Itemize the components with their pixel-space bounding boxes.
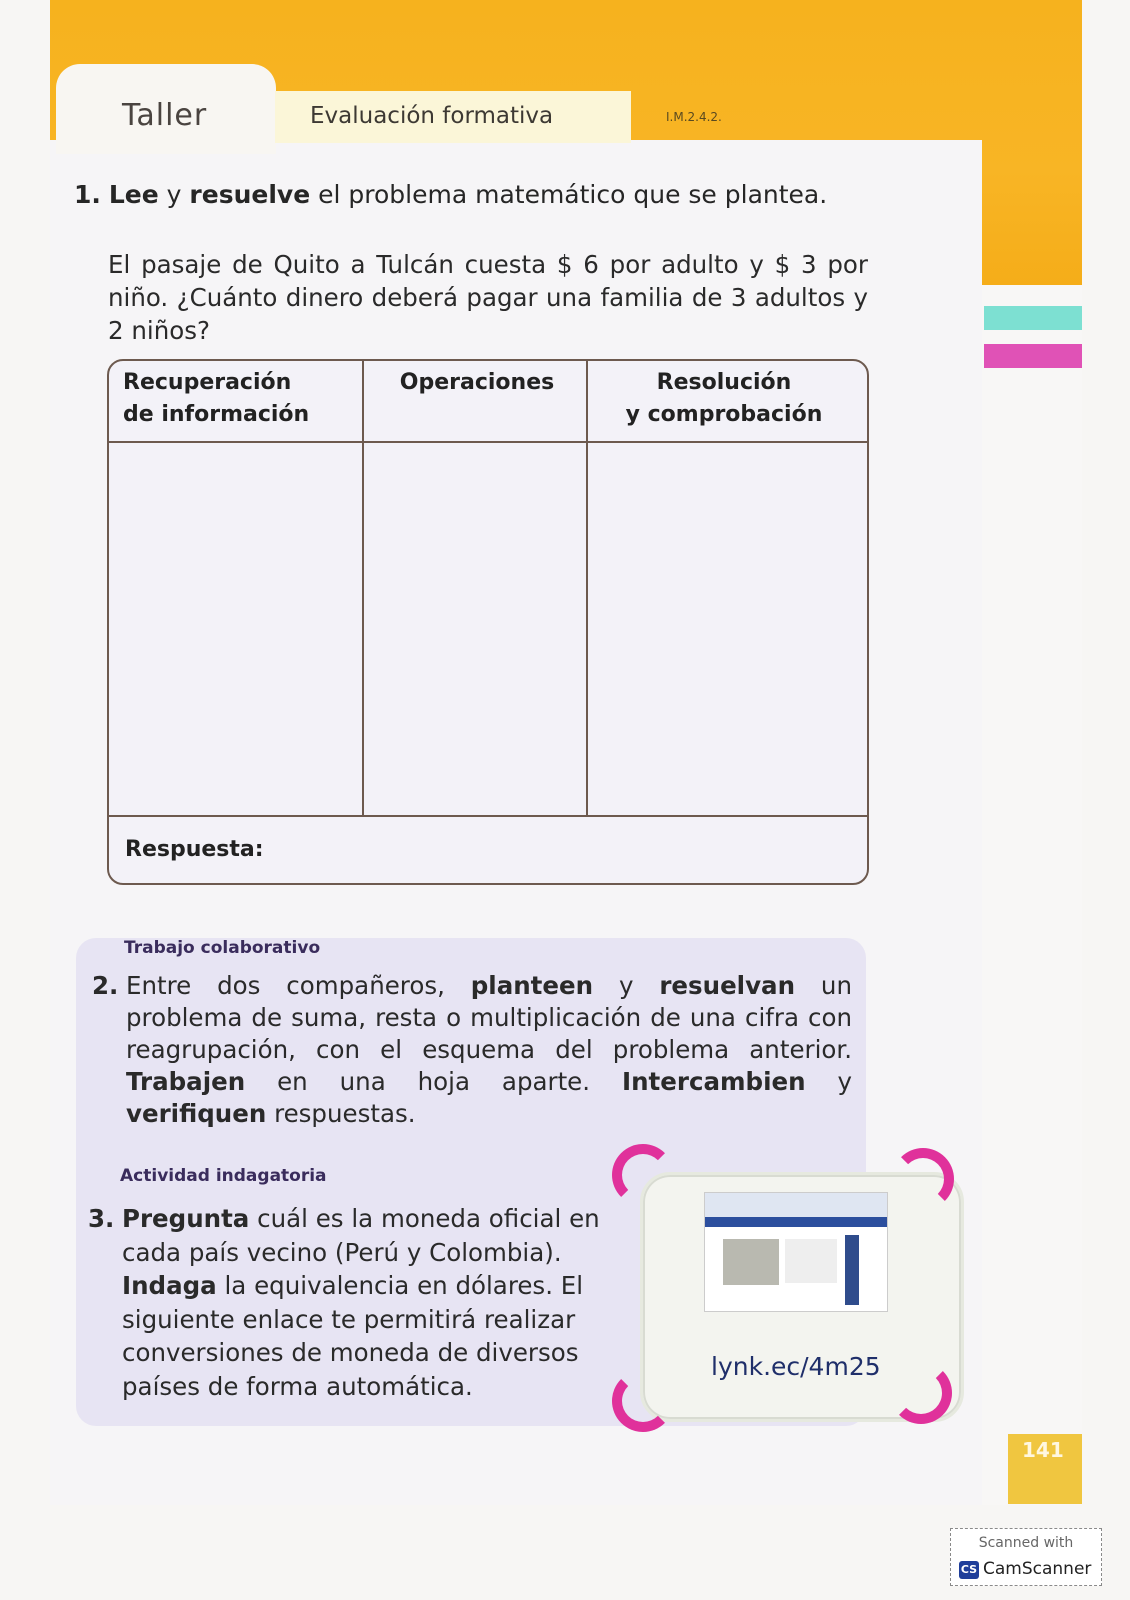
- q3-part-1: cuál es la moneda oficial en cada país vecino (Perú y Colombia).: [122, 1204, 600, 1267]
- q2-part-2: y: [618, 971, 634, 1000]
- table-answer-divider: [109, 815, 867, 817]
- page-number: 141: [1022, 1438, 1064, 1462]
- content-sheet-margin: [982, 285, 1082, 1505]
- screen-image-block: [723, 1239, 779, 1285]
- tab-evaluacion-label: Evaluación formativa: [310, 103, 554, 129]
- table-header-divider: [109, 441, 867, 443]
- q2-part-3: un problema de suma, resta o multiplicación de una cifra con reagrupación, con el esquema del problema anterior.: [126, 971, 852, 1064]
- question-1-connector: y: [166, 180, 182, 209]
- header-recuperacion-line1: Recuperación: [123, 370, 292, 395]
- tablet-corner-top-left: [612, 1144, 674, 1206]
- watermark-line2: CamScanner: [983, 1559, 1092, 1579]
- screen-header: [705, 1193, 887, 1217]
- header-operaciones-label: Operaciones: [399, 370, 555, 395]
- tablet-corner-top-right: [892, 1148, 954, 1210]
- page-number-box: [1008, 1434, 1082, 1504]
- q3-part-3: El siguiente enlace te permitirá realizar conversiones de moneda de diversos países de forma automática.: [122, 1271, 584, 1401]
- question-3-number: 3.: [88, 1204, 115, 1233]
- question-1-rest: el problema matemático que se plantea.: [318, 180, 828, 209]
- label-actividad-indagatoria: Actividad indagatoria: [120, 1166, 327, 1186]
- q2-bold-trabajen: Trabajen: [126, 1067, 246, 1096]
- question-1-verb-resuelve: resuelve: [189, 180, 311, 209]
- answer-label: Respuesta:: [125, 837, 264, 862]
- table-column-divider-1: [362, 361, 364, 817]
- screen-sidebar: [845, 1235, 859, 1305]
- scanner-watermark: [950, 1528, 1102, 1586]
- curriculum-code: I.M.2.4.2.: [666, 110, 722, 124]
- q2-part-5: y: [837, 1067, 852, 1096]
- accent-strip-pink: [984, 344, 1082, 368]
- q3-part-2: la equivalencia en dólares.: [224, 1271, 553, 1300]
- screen-navbar: [705, 1217, 887, 1227]
- q2-part-4: en una hoja aparte.: [277, 1067, 591, 1096]
- camscanner-logo-icon: CS: [959, 1561, 979, 1579]
- q3-bold-pregunta: Pregunta: [122, 1204, 250, 1233]
- resource-link[interactable]: lynk.ec/4m25: [711, 1352, 881, 1381]
- tablet-corner-bottom-right: [890, 1362, 952, 1424]
- q2-part-1: Entre dos compañeros,: [126, 971, 445, 1000]
- accent-strip-cyan: [984, 306, 1082, 330]
- q2-part-6: respuestas.: [274, 1099, 416, 1128]
- tab-taller: [56, 64, 276, 154]
- tablet-corner-bottom-left: [612, 1370, 674, 1432]
- tablet-screen: [704, 1192, 888, 1312]
- solution-table: [107, 359, 869, 885]
- screen-text-block: [785, 1239, 837, 1283]
- tab-evaluacion: [275, 91, 631, 143]
- q2-bold-intercambien: Intercambien: [621, 1067, 806, 1096]
- q3-bold-indaga: Indaga: [122, 1271, 217, 1300]
- question-2: [92, 970, 852, 1130]
- header-operaciones: [365, 361, 589, 443]
- watermark-line1: Scanned with: [978, 1535, 1074, 1551]
- header-recuperacion: [123, 361, 363, 443]
- question-3-text: [122, 1202, 608, 1403]
- label-trabajo-colaborativo: Trabajo colaborativo: [124, 938, 321, 958]
- header-resolucion-line1: Resolución: [656, 370, 792, 395]
- question-2-number: 2.: [92, 971, 119, 1000]
- problem-statement: El pasaje de Quito a Tulcán cuesta $ 6 por adulto y $ 3 por niño. ¿Cuánto dinero deberá pagar una familia de 3 adultos y 2 niños?: [108, 250, 868, 345]
- q2-bold-planteen: planteen: [470, 971, 594, 1000]
- question-1-prompt: [74, 180, 827, 209]
- question-1-number: 1.: [74, 180, 101, 209]
- header-resolucion-line2: y comprobación: [625, 402, 823, 427]
- table-column-divider-2: [586, 361, 588, 817]
- question-2-text: [126, 970, 852, 1130]
- q2-bold-resuelvan: resuelvan: [659, 971, 796, 1000]
- question-1-verb-lee: Lee: [108, 180, 159, 209]
- header-resolucion: [591, 361, 857, 443]
- tab-taller-label: Taller: [122, 98, 208, 133]
- q2-bold-verifiquen: verifiquen: [126, 1099, 267, 1128]
- question-3: [88, 1202, 608, 1403]
- header-recuperacion-line2: de información: [123, 402, 310, 427]
